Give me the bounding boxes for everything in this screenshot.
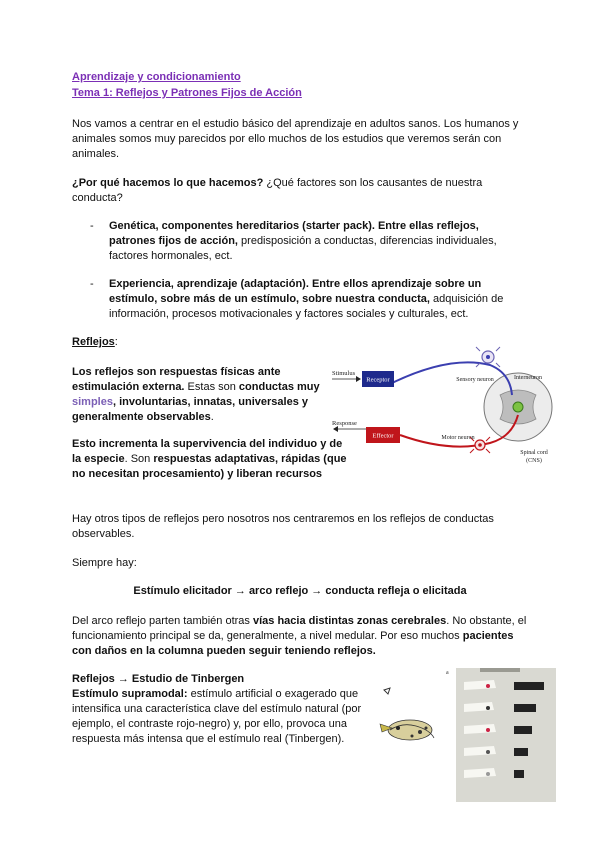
interneuron-icon: [513, 402, 523, 412]
reflejos-adjectives: , involuntarias, innatas, universales y generalmente observables: [72, 396, 308, 423]
document-subtitle[interactable]: Tema 1: Reflejos y Patrones Fijos de Acción: [72, 87, 302, 99]
reflejos-simples: simples: [72, 396, 113, 408]
question-bold: ¿Por qué hacemos lo que hacemos?: [72, 177, 264, 189]
bullet-item: [90, 219, 510, 264]
other-reflexes-paragraph: Hay otros tipos de reflejos pero nosotros nos centraremos en los reflejos de conductas observables.: [72, 513, 494, 540]
reflejos-paragraph-1: [72, 365, 342, 425]
bullet-rest: predisposición a conductas, diferencias individuales, factores hormonales, ect.: [109, 235, 497, 262]
figure-marker: a: [446, 670, 449, 676]
reflejos-heading-text: Reflejos: [72, 336, 115, 348]
arco-text-c: . No obstante, el funcionamiento principal se da, generalmente, a nivel medular. Por eso muchos: [72, 615, 527, 642]
response-label: Response: [332, 420, 357, 427]
reflejos-colon: :: [114, 336, 118, 348]
reflex-formula: Estímulo elicitador → arco reflejo → conducta refleja o elicitada: [133, 585, 467, 597]
arco-paragraph: [72, 614, 532, 659]
sensory-neuron-label: Sensory neuron: [456, 377, 494, 383]
document-title[interactable]: Aprendizaje y condicionamiento: [72, 71, 241, 83]
reflejos-survival: Esto incrementa la supervivencia del individuo y de la especie: [72, 438, 343, 465]
chick-eye: [396, 726, 400, 730]
tinbergen-stimulus-figure: [440, 664, 560, 804]
motor-neuron-label: Motor neuron: [441, 435, 475, 441]
bullet-item: [90, 277, 515, 322]
arco-pacientes: pacientes con daños en la columna pueden seguir teniendo reflejos.: [72, 630, 514, 657]
interneuron-label: Interneuron: [514, 375, 542, 381]
bullet-bold: Genética, componentes hereditarios (starter pack). Entre ellas reflejos, patrones fijos de acción,: [109, 220, 479, 247]
bullet-bold: Experiencia, aprendizaje (adaptación). Entre ellos aprendizaje sobre un estímulo, sobre más de un estímulo, sobre nuestra conducta,: [109, 278, 482, 305]
reflejos-adaptive: respuestas adaptativas, rápidas (que no necesitan procesamiento) y liberan recursos: [72, 453, 347, 480]
arco-text-a: Del arco reflejo parten también otras: [72, 615, 253, 627]
stimulus-label: Stimulus: [332, 370, 356, 377]
spinal-cord-label: Spinal cord: [520, 450, 548, 456]
reflejos-period: .: [210, 411, 214, 423]
reflejos-text-2: . Son: [124, 453, 154, 465]
bullet-dash: -: [90, 220, 94, 232]
question-rest: ¿Qué factores son los causantes de nuestra conducta?: [72, 177, 483, 204]
reflejos-def: Los reflejos son respuestas físicas ante estimulación externa.: [72, 366, 281, 393]
spinal-cord-sublabel: (CNS): [526, 458, 542, 464]
tinbergen-heading: Reflejos → Estudio de Tinbergen: [72, 673, 245, 685]
siempre-hay: Siempre hay:: [72, 557, 137, 569]
reflex-arc-diagram: [330, 345, 560, 485]
gull-beak-sketch: [384, 688, 390, 694]
reflejos-text: Estas son: [184, 381, 239, 393]
tinbergen-term: Estímulo supramodal:: [72, 688, 188, 700]
question-paragraph: [72, 176, 512, 206]
reflejos-paragraph-2: [72, 437, 352, 482]
reflejos-conductas: conductas muy: [238, 381, 320, 393]
bullet-rest: adquisición de información, procesos motivacionales y factores sociales y culturales, ect.: [109, 293, 504, 320]
bullet-dash: -: [90, 278, 94, 290]
receptor-label: Receptor: [366, 376, 390, 384]
stimulus-arrowhead: [356, 376, 361, 382]
intro-paragraph: Nos vamos a centrar en el estudio básico del aprendizaje en adultos sanos. Los humanos y animales somos muy parecidos por ello muchos de los estudios que veremos serán con animales.: [72, 118, 519, 160]
tinbergen-paragraph: [72, 687, 372, 747]
arco-vias: vías hacia distintas zonas cerebrales: [252, 615, 447, 627]
tinbergen-definition: estímulo artificial o exagerado que intensifica una característica clave del estímulo natural (por ejemplo, el contraste rojo-negro) y, por ello, provoca una respuesta más intensa que el estímulo real (Tinbergen).: [72, 688, 362, 745]
effector-label: Effector: [372, 432, 394, 440]
reflejos-heading: [72, 335, 118, 350]
